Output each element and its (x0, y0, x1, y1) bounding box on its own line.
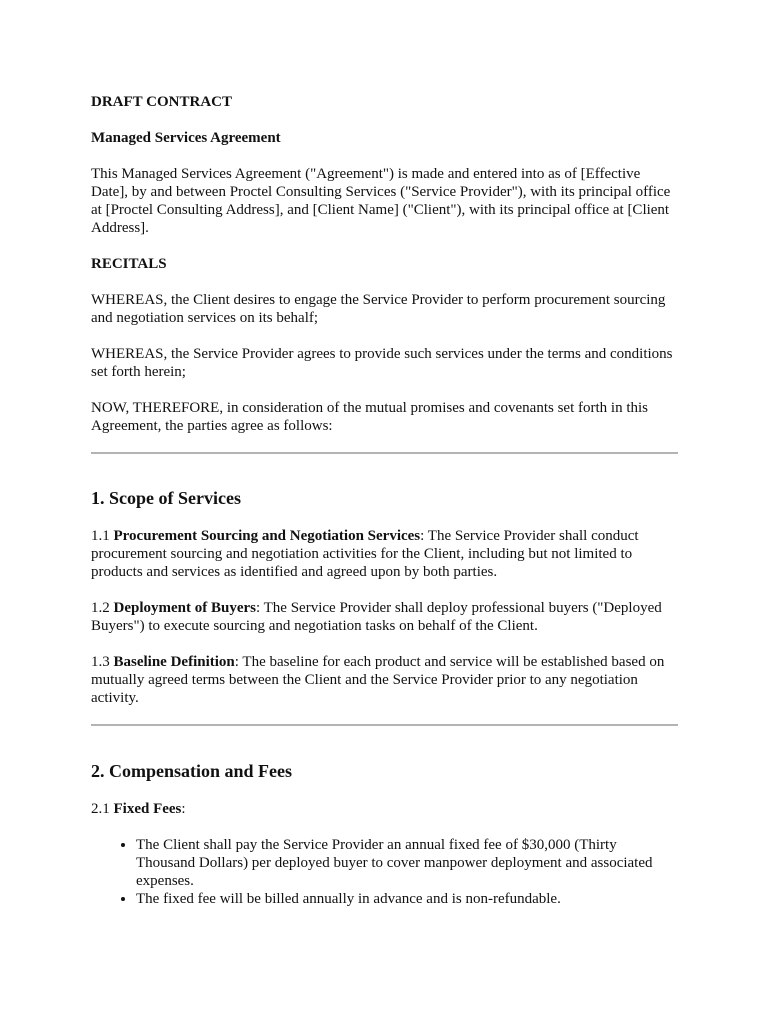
clause-2-1 (91, 800, 678, 818)
section-divider (91, 724, 678, 726)
section-divider (91, 452, 678, 454)
recital-paragraph-3: NOW, THEREFORE, in consideration of the mutual promises and covenants set forth in this Agreement, the parties agree as follows: (91, 400, 649, 434)
recital-paragraph-2: WHEREAS, the Service Provider agrees to provide such services under the terms and conditions set forth herein; (91, 346, 673, 380)
recital-paragraph-1: WHEREAS, the Client desires to engage the Service Provider to perform procurement sourcing and negotiation services on its behalf; (91, 292, 666, 326)
clause-term: Baseline Definition (113, 654, 235, 670)
clause-term: Deployment of Buyers (113, 600, 256, 616)
clause-number: 1.2 (91, 600, 114, 616)
section-heading-compensation: 2. Compensation and Fees (91, 761, 293, 781)
list-item: • The Client shall pay the Service Provider an annual fixed fee of $30,000 (Thirty Thousand Dollars) per deployed buyer to cover manpower deployment and associated expenses. (136, 836, 678, 890)
list-item: • The fixed fee will be billed annually in advance and is non-refundable. (136, 890, 678, 908)
draft-title: DRAFT CONTRACT (91, 94, 232, 110)
clause-1-3 (91, 653, 678, 707)
intro-paragraph: This Managed Services Agreement ("Agreement") is made and entered into as of [Effective Date], by and between Proctel Consulting Services ("Service Provider"), with its principal office at [Proctel Consulting Address], and [Client Name] ("Client"), with its principal office at [Client Address]. (91, 166, 671, 236)
clause-text: : The baseline for each product and service will be established based on mutually agreed terms between the Client and the Service Provider prior to any negotiation activity. (91, 654, 665, 706)
clause-1-1 (91, 527, 678, 581)
clause-term: Procurement Sourcing and Negotiation Services (113, 528, 421, 544)
clause-term: Fixed Fees (113, 801, 182, 817)
agreement-title: Managed Services Agreement (91, 130, 281, 146)
clause-text: : The Service Provider shall conduct procurement sourcing and negotiation activities for the Client, including but not limited to products and services as identified and agreed upon by both parties. (91, 528, 639, 580)
fixed-fees-list (91, 836, 678, 908)
section-heading-scope: 1. Scope of Services (91, 488, 241, 508)
clause-suffix: : (181, 801, 186, 817)
clause-number: 1.3 (91, 654, 114, 670)
recitals-heading: RECITALS (91, 256, 167, 272)
clause-1-2 (91, 599, 678, 635)
clause-text: : The Service Provider shall deploy professional buyers ("Deployed Buyers") to execute sourcing and negotiation tasks on behalf of the Client. (91, 600, 662, 634)
clause-number: 2.1 (91, 801, 114, 817)
clause-number: 1.1 (91, 528, 114, 544)
